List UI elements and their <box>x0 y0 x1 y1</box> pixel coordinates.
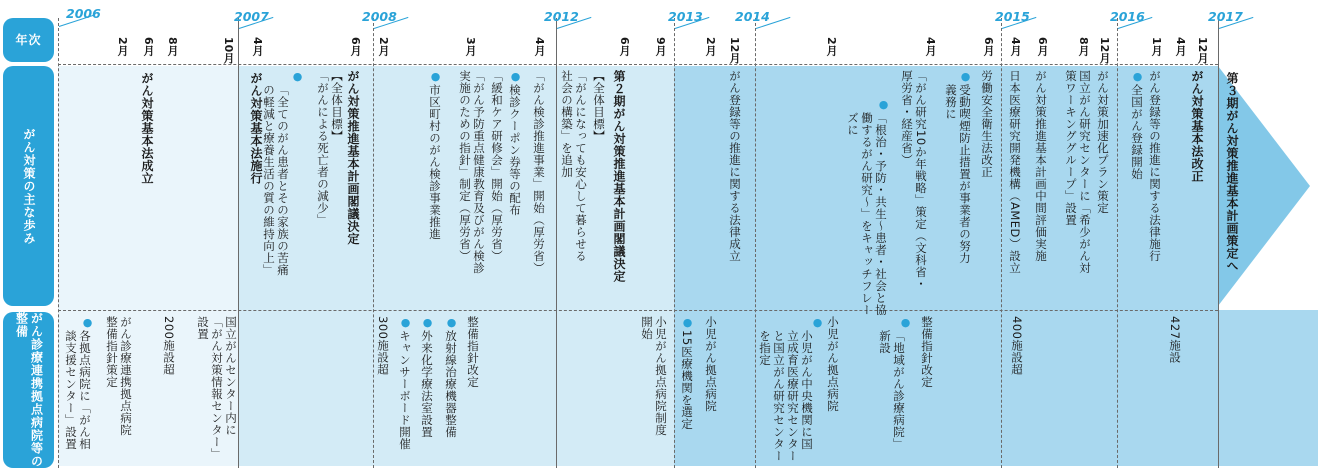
row-label-hospitals: がん診療連携拠点病院等の整備 <box>3 312 54 468</box>
month-label: 10月 <box>222 37 235 64</box>
month-label: 12月 <box>1196 37 1209 64</box>
event-registry-law-enforced: がん登録等の推進に関する法律施行 <box>1148 70 1162 262</box>
event-ten-year-strategy: 「がん研究10か年戦略」策定（文科省・ 厚労省・経産省） <box>900 70 928 290</box>
month-label: 3月 <box>464 37 477 56</box>
event-screening-promotion: 「がん検診推進事業」開始（厚労省） <box>532 70 546 274</box>
event-mid-term-evaluation: がん対策推進基本計画中間評価実施 <box>1034 70 1048 262</box>
hospital-pediatric-2014: 小児がん拠点病院 <box>826 316 840 412</box>
hospital-guideline-revised-2008: 整備指針改定 <box>466 316 480 388</box>
event-third-plan: 第３期がん対策推進基本計画策定へ <box>1225 72 1239 272</box>
hospital-count-427: 427施設 <box>1168 316 1182 364</box>
bullet-dot: ● <box>445 316 458 330</box>
month-label: 6月 <box>349 37 362 56</box>
event-basic-law-amended: がん対策基本法改正 <box>1190 70 1204 183</box>
year-2012: 2012 <box>544 9 579 24</box>
month-label: 8月 <box>1077 37 1090 56</box>
hospital-count-300: 300施設超 <box>376 316 390 376</box>
hospital-guideline-revised-2014: 整備指針改定 <box>920 316 934 388</box>
month-label: 6月 <box>142 37 155 56</box>
event-second-plan-target-label: 【全体目標】 <box>592 70 606 142</box>
hospital-info-center: 国立がんセンター内に 「がん対策情報センター」 設置 <box>196 316 238 460</box>
month-label: 4月 <box>1174 37 1187 56</box>
month-label: 6月 <box>982 37 995 56</box>
year-2014: 2014 <box>735 9 770 24</box>
hospital-regional-new: 「地域がん診療病院」 新設 <box>878 330 906 450</box>
event-palliative-training: 「緩和ケア研修会」開始（厚労省） <box>490 70 504 262</box>
hospital-count-400: 400施設超 <box>1010 316 1024 376</box>
hospital-pediatric-system: 小児がん拠点病院制度 開始 <box>640 316 668 436</box>
bullet-dot: ● <box>509 70 522 84</box>
divider-2016 <box>1117 18 1118 468</box>
bullet-dot: ● <box>429 70 442 84</box>
month-label: 12月 <box>728 37 741 64</box>
bullet-dot: ● <box>399 316 412 330</box>
hospital-chemo-room: 外来化学療法室設置 <box>420 330 434 438</box>
year-2017: 2017 <box>1208 9 1243 24</box>
month-label: 9月 <box>654 37 667 56</box>
month-label: 4月 <box>533 37 546 56</box>
divider-2007 <box>238 18 239 468</box>
bullet-dot: ● <box>877 98 890 112</box>
bullet-dot: ● <box>81 316 94 330</box>
bullet-dot: ● <box>811 316 824 330</box>
year-2013: 2013 <box>668 9 703 24</box>
event-cancer-registry-law-passed: がん登録等の推進に関する法律成立 <box>728 70 742 262</box>
hospital-guideline: がん診療連携拠点病院 整備指針策定 <box>105 316 133 436</box>
divider-header <box>58 64 1218 65</box>
hospital-cancer-board: キャンサーボード開催 <box>398 330 412 450</box>
divider-rows <box>58 310 1218 311</box>
month-label: 2月 <box>825 37 838 56</box>
bullet-dot: ● <box>1131 70 1144 84</box>
event-national-registry-start: 全国がん登録開始 <box>1130 84 1144 180</box>
event-strategy-catchphrase: 「根治・予防・共生～患者・社会と協 働するがん研究～」をキャッチフレー ズに <box>846 112 888 316</box>
year-2008: 2008 <box>362 9 397 24</box>
event-first-plan-cabinet-decision: がん対策推進基本計画閣議決定 <box>346 70 360 245</box>
event-basic-law-enforced: がん対策基本法施行 <box>249 72 263 185</box>
bullet-dot: ● <box>291 70 304 84</box>
event-acceleration-plan: がん対策加速化プラン策定 <box>1096 70 1110 214</box>
event-first-plan-target: 【全体目標】 「がんによる死亡者の減少」 <box>316 70 344 226</box>
bullet-dot: ● <box>899 316 912 330</box>
divider-2012 <box>556 18 557 468</box>
bullet-dot: ● <box>959 70 972 84</box>
divider-2006 <box>58 18 59 468</box>
month-label: 4月 <box>924 37 937 56</box>
month-label: 2月 <box>116 37 129 56</box>
month-label: 6月 <box>1036 37 1049 56</box>
event-screening-coupon: 検診クーポン券等の配布 <box>508 84 522 216</box>
bullet-dot: ● <box>421 316 434 330</box>
event-industrial-safety-law: 労働安全衛生法改正 <box>980 70 994 178</box>
event-screening-guideline: 「がん予防重点健康教育及びがん検診 実施のための指針」制定（厚労省） <box>458 70 486 274</box>
event-municipal-screening: 市区町村のがん検診事業推進 <box>428 84 442 240</box>
divider-2017 <box>1218 18 1219 468</box>
hospital-count-200: 200施設超 <box>162 316 176 376</box>
event-basic-law-enacted: がん対策基本法成立 <box>140 72 154 185</box>
divider-2014 <box>755 18 756 468</box>
month-label: 2月 <box>704 37 717 56</box>
hospital-radiotherapy: 放射線治療機器整備 <box>444 330 458 438</box>
event-passive-smoking: 受動喫煙防止措置が事業者の努力 義務に <box>944 84 972 264</box>
divider-2015 <box>1001 18 1002 468</box>
year-2016: 2016 <box>1110 9 1145 24</box>
event-amed-established: 日本医療研究開発機構（AMED）設立 <box>1008 70 1022 274</box>
hospital-15-selected: 15医療機関を選定 <box>680 330 694 430</box>
month-label: 4月 <box>1009 37 1022 56</box>
event-rare-cancer-wg: 国立がん研究センターに「希少がん対 策ワーキンググループ」設置 <box>1064 70 1092 274</box>
row-label-main-steps: がん対策の主な歩み <box>3 66 54 306</box>
month-label: 8月 <box>166 37 179 56</box>
year-2015: 2015 <box>995 9 1030 24</box>
month-label: 2月 <box>377 37 390 56</box>
divider-2008 <box>373 18 374 468</box>
bullet-dot: ● <box>681 316 694 330</box>
hospital-consultation-center: 各拠点病院に「がん相 談支援センター」設置 <box>64 330 92 450</box>
hospital-pediatric-central: 小児がん中央機関に国 立成育医療研究センター と国立がん研究センター を指定 <box>758 330 814 462</box>
hospital-pediatric-2013: 小児がん拠点病院 <box>704 316 718 412</box>
period-band-third-plan <box>1218 310 1318 466</box>
month-label: 12月 <box>1098 37 1111 64</box>
row-label-year: 年次 <box>3 18 54 62</box>
month-label: 4月 <box>251 37 264 56</box>
event-second-plan-cabinet-decision: 第２期がん対策推進基本計画閣議決定 <box>612 70 626 283</box>
event-second-plan-target: 「がんになっても安心して暮らせる 社会の構築」を追加 <box>560 70 588 262</box>
divider-2013 <box>674 18 675 468</box>
month-label: 1月 <box>1150 37 1163 56</box>
month-label: 6月 <box>618 37 631 56</box>
year-2006: 2006 <box>66 6 101 21</box>
year-2007: 2007 <box>234 9 269 24</box>
event-first-plan-target-2: 「全てのがん患者とその家族の苦痛 の軽減と療養生活の質の維持向上」 <box>262 84 290 276</box>
